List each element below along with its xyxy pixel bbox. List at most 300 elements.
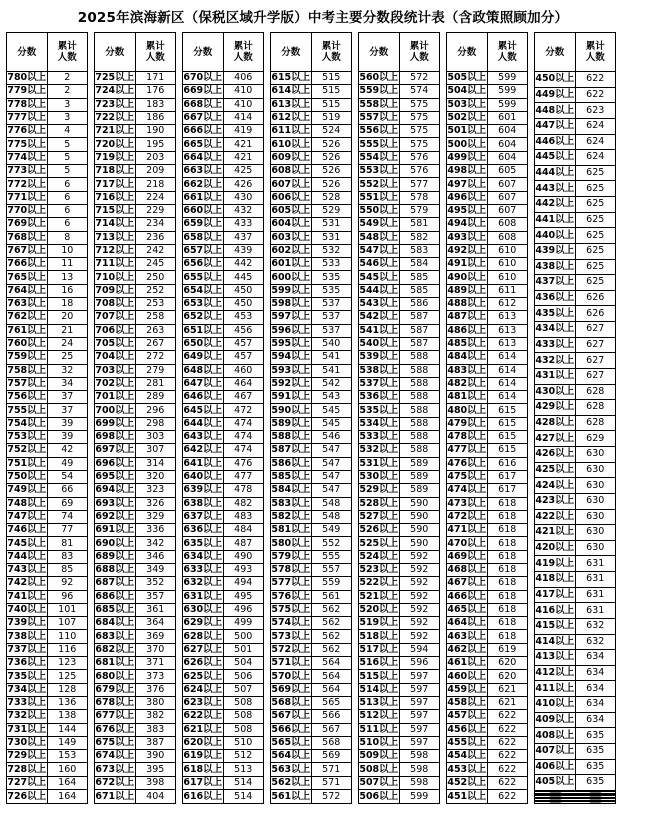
table-row xyxy=(535,72,616,88)
count-cell: 548 xyxy=(311,510,352,523)
score-cell: 443以上 xyxy=(535,181,576,197)
count-cell: 499 xyxy=(223,617,264,630)
count-cell: 622 xyxy=(575,87,616,103)
table-row xyxy=(95,776,176,789)
score-cell: 498以上 xyxy=(447,165,487,177)
table-row xyxy=(447,391,528,404)
table-row xyxy=(535,134,616,150)
score-cell: 682以上 xyxy=(95,643,135,655)
count-cell: 430 xyxy=(223,191,264,204)
score-cell: 636以上 xyxy=(183,524,223,536)
count-cell: 279 xyxy=(135,364,176,377)
score-cell: 538以上 xyxy=(359,364,399,376)
count-cell: 533 xyxy=(311,258,352,271)
count-cell: 592 xyxy=(399,563,440,576)
count-cell: 116 xyxy=(47,643,88,656)
score-cell: 604以上 xyxy=(271,218,311,230)
count-cell: 267 xyxy=(135,337,176,350)
count-cell: 632 xyxy=(575,618,616,634)
score-cell: 684以上 xyxy=(95,617,135,629)
table-row xyxy=(95,151,176,164)
count-cell: 32 xyxy=(47,364,88,377)
count-cell: 421 xyxy=(223,151,264,164)
count-cell: 628 xyxy=(575,384,616,400)
count-cell: 586 xyxy=(399,298,440,311)
score-cell: 508以上 xyxy=(359,763,399,775)
score-cell: 511以上 xyxy=(359,723,399,735)
table-row xyxy=(183,696,264,709)
count-cell: 592 xyxy=(399,590,440,603)
count-cell: 628 xyxy=(575,415,616,431)
table-row xyxy=(447,457,528,470)
table-row xyxy=(95,244,176,257)
table-row xyxy=(535,525,616,541)
count-cell: 621 xyxy=(487,683,528,696)
count-cell: 467 xyxy=(223,391,264,404)
count-cell: 508 xyxy=(223,696,264,709)
score-cell: 586以上 xyxy=(271,457,311,469)
count-cell: 203 xyxy=(135,151,176,164)
count-cell: 555 xyxy=(311,550,352,563)
table-row xyxy=(535,337,616,353)
score-cell: 715以上 xyxy=(95,205,135,217)
score-cell: 452以上 xyxy=(447,776,487,788)
count-cell: 464 xyxy=(223,377,264,390)
count-cell: 630 xyxy=(575,462,616,478)
score-cell: 584以上 xyxy=(271,484,311,496)
score-cell: 441以上 xyxy=(535,212,576,228)
table-row xyxy=(359,258,440,271)
table-row xyxy=(535,259,616,275)
score-cell: 777以上 xyxy=(7,112,47,124)
count-cell: 514 xyxy=(223,776,264,789)
score-table-column xyxy=(6,32,88,804)
count-cell: 13 xyxy=(47,271,88,284)
count-cell: 421 xyxy=(223,138,264,151)
score-cell: 690以上 xyxy=(95,537,135,549)
score-cell: 590以上 xyxy=(271,404,311,416)
table-row xyxy=(7,617,88,630)
count-cell: 96 xyxy=(47,590,88,603)
table-row xyxy=(447,524,528,537)
table-row xyxy=(183,391,264,404)
table-row xyxy=(95,524,176,537)
count-cell: 625 xyxy=(575,165,616,181)
header-score: 分数 xyxy=(183,33,224,72)
table-row xyxy=(447,696,528,709)
score-cell: 618以上 xyxy=(183,763,223,775)
score-cell: 411以上 xyxy=(535,681,576,697)
table-row xyxy=(95,391,176,404)
table-row xyxy=(271,324,352,337)
score-cell: 723以上 xyxy=(95,98,135,110)
count-cell: 572 xyxy=(399,72,440,85)
count-cell: 618 xyxy=(487,630,528,643)
table-row xyxy=(447,85,528,98)
score-cell: 575以上 xyxy=(271,604,311,616)
score-cell: 564以上 xyxy=(271,750,311,762)
score-cell: 561以上 xyxy=(271,790,311,802)
count-cell: 588 xyxy=(399,391,440,404)
table-row xyxy=(183,470,264,483)
score-cell: 509以上 xyxy=(359,750,399,762)
table-row xyxy=(271,258,352,271)
table-row xyxy=(7,577,88,590)
score-cell: 639以上 xyxy=(183,484,223,496)
score-cell: 559以上 xyxy=(359,85,399,97)
score-distribution-grid xyxy=(6,32,616,804)
count-cell: 565 xyxy=(311,696,352,709)
count-cell: 519 xyxy=(311,111,352,124)
count-cell: 326 xyxy=(135,497,176,510)
table-row xyxy=(271,244,352,257)
table-row xyxy=(271,351,352,364)
count-cell: 613 xyxy=(487,311,528,324)
table-row xyxy=(359,351,440,364)
table-row xyxy=(359,643,440,656)
table-row xyxy=(95,271,176,284)
table-row xyxy=(7,457,88,470)
score-cell: 553以上 xyxy=(359,165,399,177)
table-row xyxy=(271,563,352,576)
score-cell: 753以上 xyxy=(7,431,47,443)
score-cell: 683以上 xyxy=(95,630,135,642)
count-cell: 618 xyxy=(487,577,528,590)
count-cell: 631 xyxy=(575,556,616,572)
count-cell: 110 xyxy=(47,630,88,643)
count-cell: 625 xyxy=(575,259,616,275)
score-cell: 640以上 xyxy=(183,471,223,483)
score-cell: 625以上 xyxy=(183,670,223,682)
count-cell: 631 xyxy=(575,603,616,619)
count-cell: 627 xyxy=(575,322,616,338)
table-row xyxy=(183,563,264,576)
count-cell: 635 xyxy=(575,728,616,744)
table-row xyxy=(95,351,176,364)
score-cell: 571以上 xyxy=(271,657,311,669)
count-cell: 578 xyxy=(399,191,440,204)
header-cumulative-count: 累计 人数 xyxy=(47,33,88,72)
table-row xyxy=(95,298,176,311)
count-cell: 186 xyxy=(135,111,176,124)
count-cell: 630 xyxy=(575,478,616,494)
count-cell: 281 xyxy=(135,377,176,390)
count-cell: 508 xyxy=(223,710,264,723)
score-cell: 752以上 xyxy=(7,444,47,456)
table-row xyxy=(7,670,88,683)
count-cell: 596 xyxy=(399,657,440,670)
table-row xyxy=(183,750,264,763)
score-cell: 592以上 xyxy=(271,377,311,389)
count-cell: 599 xyxy=(487,72,528,85)
table-row xyxy=(183,710,264,723)
score-cell: 550以上 xyxy=(359,205,399,217)
table-row xyxy=(95,258,176,271)
table-row xyxy=(95,670,176,683)
table-row xyxy=(359,431,440,444)
table-row xyxy=(95,683,176,696)
table-row xyxy=(447,337,528,350)
header-score: 分数 xyxy=(271,33,312,72)
count-cell: 622 xyxy=(487,710,528,723)
score-cell: 537以上 xyxy=(359,377,399,389)
count-cell: 5 xyxy=(47,151,88,164)
count-cell: 54 xyxy=(47,470,88,483)
score-cell: 780以上 xyxy=(7,72,47,84)
count-cell: 510 xyxy=(223,736,264,749)
table-row xyxy=(183,311,264,324)
table-row xyxy=(95,431,176,444)
table-row xyxy=(183,191,264,204)
score-cell: 745以上 xyxy=(7,537,47,549)
count-cell: 617 xyxy=(487,484,528,497)
count-cell: 625 xyxy=(575,181,616,197)
table-row xyxy=(95,138,176,151)
table-row xyxy=(183,98,264,111)
score-cell: 566以上 xyxy=(271,723,311,735)
table-row xyxy=(271,577,352,590)
count-cell: 588 xyxy=(399,431,440,444)
table-row xyxy=(535,728,616,744)
count-cell: 253 xyxy=(135,298,176,311)
count-cell: 4 xyxy=(47,125,88,138)
table-row xyxy=(7,391,88,404)
count-cell: 144 xyxy=(47,723,88,736)
score-table-column xyxy=(270,32,352,804)
count-cell: 83 xyxy=(47,550,88,563)
count-cell: 442 xyxy=(223,258,264,271)
count-cell: 576 xyxy=(399,151,440,164)
count-cell: 588 xyxy=(399,364,440,377)
table-row xyxy=(95,537,176,550)
table-row xyxy=(271,377,352,390)
score-cell: 577以上 xyxy=(271,577,311,589)
table-row xyxy=(95,470,176,483)
score-cell: 567以上 xyxy=(271,710,311,722)
table-row xyxy=(447,72,528,85)
count-cell: 390 xyxy=(135,750,176,763)
count-cell: 39 xyxy=(47,417,88,430)
score-cell: 711以上 xyxy=(95,258,135,270)
score-cell: 769以上 xyxy=(7,218,47,230)
score-cell: 663以上 xyxy=(183,165,223,177)
table-row xyxy=(271,736,352,749)
table-row xyxy=(95,590,176,603)
count-cell: 588 xyxy=(399,404,440,417)
table-row xyxy=(447,151,528,164)
score-cell: 608以上 xyxy=(271,165,311,177)
table-row xyxy=(183,178,264,191)
table-row xyxy=(7,98,88,111)
count-cell: 611 xyxy=(487,284,528,297)
count-cell: 576 xyxy=(399,165,440,178)
empty-cell xyxy=(535,802,616,804)
table-row xyxy=(271,750,352,763)
score-cell: 424以上 xyxy=(535,478,576,494)
count-cell: 613 xyxy=(487,337,528,350)
score-cell: 610以上 xyxy=(271,138,311,150)
score-cell: 560以上 xyxy=(359,72,399,84)
score-cell: 754以上 xyxy=(7,417,47,429)
table-row xyxy=(183,524,264,537)
count-cell: 562 xyxy=(311,630,352,643)
score-cell: 435以上 xyxy=(535,306,576,322)
score-cell: 497以上 xyxy=(447,178,487,190)
table-row xyxy=(359,550,440,563)
count-cell: 587 xyxy=(399,324,440,337)
score-cell: 484以上 xyxy=(447,351,487,363)
score-cell: 736以上 xyxy=(7,657,47,669)
score-cell: 570以上 xyxy=(271,670,311,682)
count-cell: 613 xyxy=(487,324,528,337)
table-row xyxy=(183,258,264,271)
table-row xyxy=(447,271,528,284)
score-cell: 485以上 xyxy=(447,338,487,350)
count-cell: 437 xyxy=(223,231,264,244)
score-cell: 471以上 xyxy=(447,524,487,536)
table-row xyxy=(447,364,528,377)
score-cell: 536以上 xyxy=(359,391,399,403)
score-cell: 613以上 xyxy=(271,98,311,110)
score-cell: 493以上 xyxy=(447,231,487,243)
table-row xyxy=(447,284,528,297)
score-cell: 709以上 xyxy=(95,284,135,296)
table-row xyxy=(447,710,528,723)
score-cell: 722以上 xyxy=(95,112,135,124)
count-cell: 564 xyxy=(311,683,352,696)
count-cell: 432 xyxy=(223,204,264,217)
count-cell: 457 xyxy=(223,351,264,364)
score-cell: 602以上 xyxy=(271,245,311,256)
score-cell: 445以上 xyxy=(535,150,576,166)
count-cell: 419 xyxy=(223,125,264,138)
count-cell: 634 xyxy=(575,697,616,713)
count-cell: 6 xyxy=(47,218,88,231)
table-row xyxy=(95,111,176,124)
count-cell: 592 xyxy=(399,603,440,616)
score-cell: 565以上 xyxy=(271,736,311,748)
score-cell: 474以上 xyxy=(447,484,487,496)
table-row xyxy=(183,351,264,364)
count-cell: 153 xyxy=(47,750,88,763)
table-row xyxy=(447,643,528,656)
table-row xyxy=(271,510,352,523)
count-cell: 616 xyxy=(487,457,528,470)
table-row xyxy=(7,271,88,284)
table-row xyxy=(535,447,616,463)
table-row xyxy=(271,683,352,696)
table-row xyxy=(271,165,352,178)
count-cell: 617 xyxy=(487,470,528,483)
count-cell: 346 xyxy=(135,550,176,563)
table-row xyxy=(95,377,176,390)
score-cell: 744以上 xyxy=(7,550,47,562)
table-row xyxy=(7,537,88,550)
empty-row xyxy=(535,802,616,804)
table-row xyxy=(447,377,528,390)
count-cell: 472 xyxy=(223,404,264,417)
count-cell: 627 xyxy=(575,368,616,384)
score-cell: 486以上 xyxy=(447,324,487,336)
table-row xyxy=(359,670,440,683)
score-cell: 619以上 xyxy=(183,750,223,762)
table-row xyxy=(271,72,352,85)
score-cell: 543以上 xyxy=(359,298,399,310)
count-cell: 398 xyxy=(135,776,176,789)
count-cell: 597 xyxy=(399,683,440,696)
table-row xyxy=(535,743,616,759)
count-cell: 604 xyxy=(487,151,528,164)
score-cell: 525以上 xyxy=(359,537,399,549)
table-row xyxy=(359,231,440,244)
count-cell: 608 xyxy=(487,231,528,244)
score-cell: 588以上 xyxy=(271,431,311,443)
score-cell: 743以上 xyxy=(7,564,47,576)
score-cell: 430以上 xyxy=(535,384,576,400)
score-cell: 429以上 xyxy=(535,400,576,416)
count-cell: 561 xyxy=(311,590,352,603)
score-cell: 406以上 xyxy=(535,759,576,775)
table-row xyxy=(183,404,264,417)
table-row xyxy=(183,151,264,164)
score-cell: 521以上 xyxy=(359,590,399,602)
count-cell: 16 xyxy=(47,284,88,297)
table-row xyxy=(535,509,616,525)
score-cell: 554以上 xyxy=(359,151,399,163)
score-cell: 651以上 xyxy=(183,324,223,336)
score-cell: 611以上 xyxy=(271,125,311,137)
table-row xyxy=(7,324,88,337)
count-cell: 21 xyxy=(47,324,88,337)
count-cell: 545 xyxy=(311,404,352,417)
table-row xyxy=(271,271,352,284)
count-cell: 506 xyxy=(223,670,264,683)
count-cell: 3 xyxy=(47,111,88,124)
count-cell: 6 xyxy=(47,178,88,191)
table-row xyxy=(183,85,264,98)
table-row xyxy=(7,431,88,444)
score-cell: 669以上 xyxy=(183,85,223,97)
table-row xyxy=(359,657,440,670)
score-cell: 739以上 xyxy=(7,617,47,629)
score-cell: 695以上 xyxy=(95,471,135,483)
count-cell: 557 xyxy=(311,563,352,576)
count-cell: 69 xyxy=(47,497,88,510)
score-cell: 696以上 xyxy=(95,457,135,469)
count-cell: 495 xyxy=(223,590,264,603)
count-cell: 618 xyxy=(487,497,528,510)
score-cell: 487以上 xyxy=(447,311,487,323)
score-cell: 776以上 xyxy=(7,125,47,137)
score-cell: 540以上 xyxy=(359,338,399,350)
table-row xyxy=(359,790,440,804)
table-row xyxy=(7,337,88,350)
count-cell: 383 xyxy=(135,723,176,736)
score-cell: 599以上 xyxy=(271,284,311,296)
score-cell: 428以上 xyxy=(535,415,576,431)
table-row xyxy=(535,681,616,697)
table-row xyxy=(447,324,528,337)
score-cell: 758以上 xyxy=(7,364,47,376)
score-cell: 528以上 xyxy=(359,497,399,509)
count-cell: 531 xyxy=(311,218,352,231)
score-cell: 716以上 xyxy=(95,191,135,203)
table-row xyxy=(535,415,616,431)
table-row xyxy=(535,243,616,259)
score-cell: 422以上 xyxy=(535,509,576,525)
count-cell: 476 xyxy=(223,457,264,470)
table-row xyxy=(447,444,528,457)
